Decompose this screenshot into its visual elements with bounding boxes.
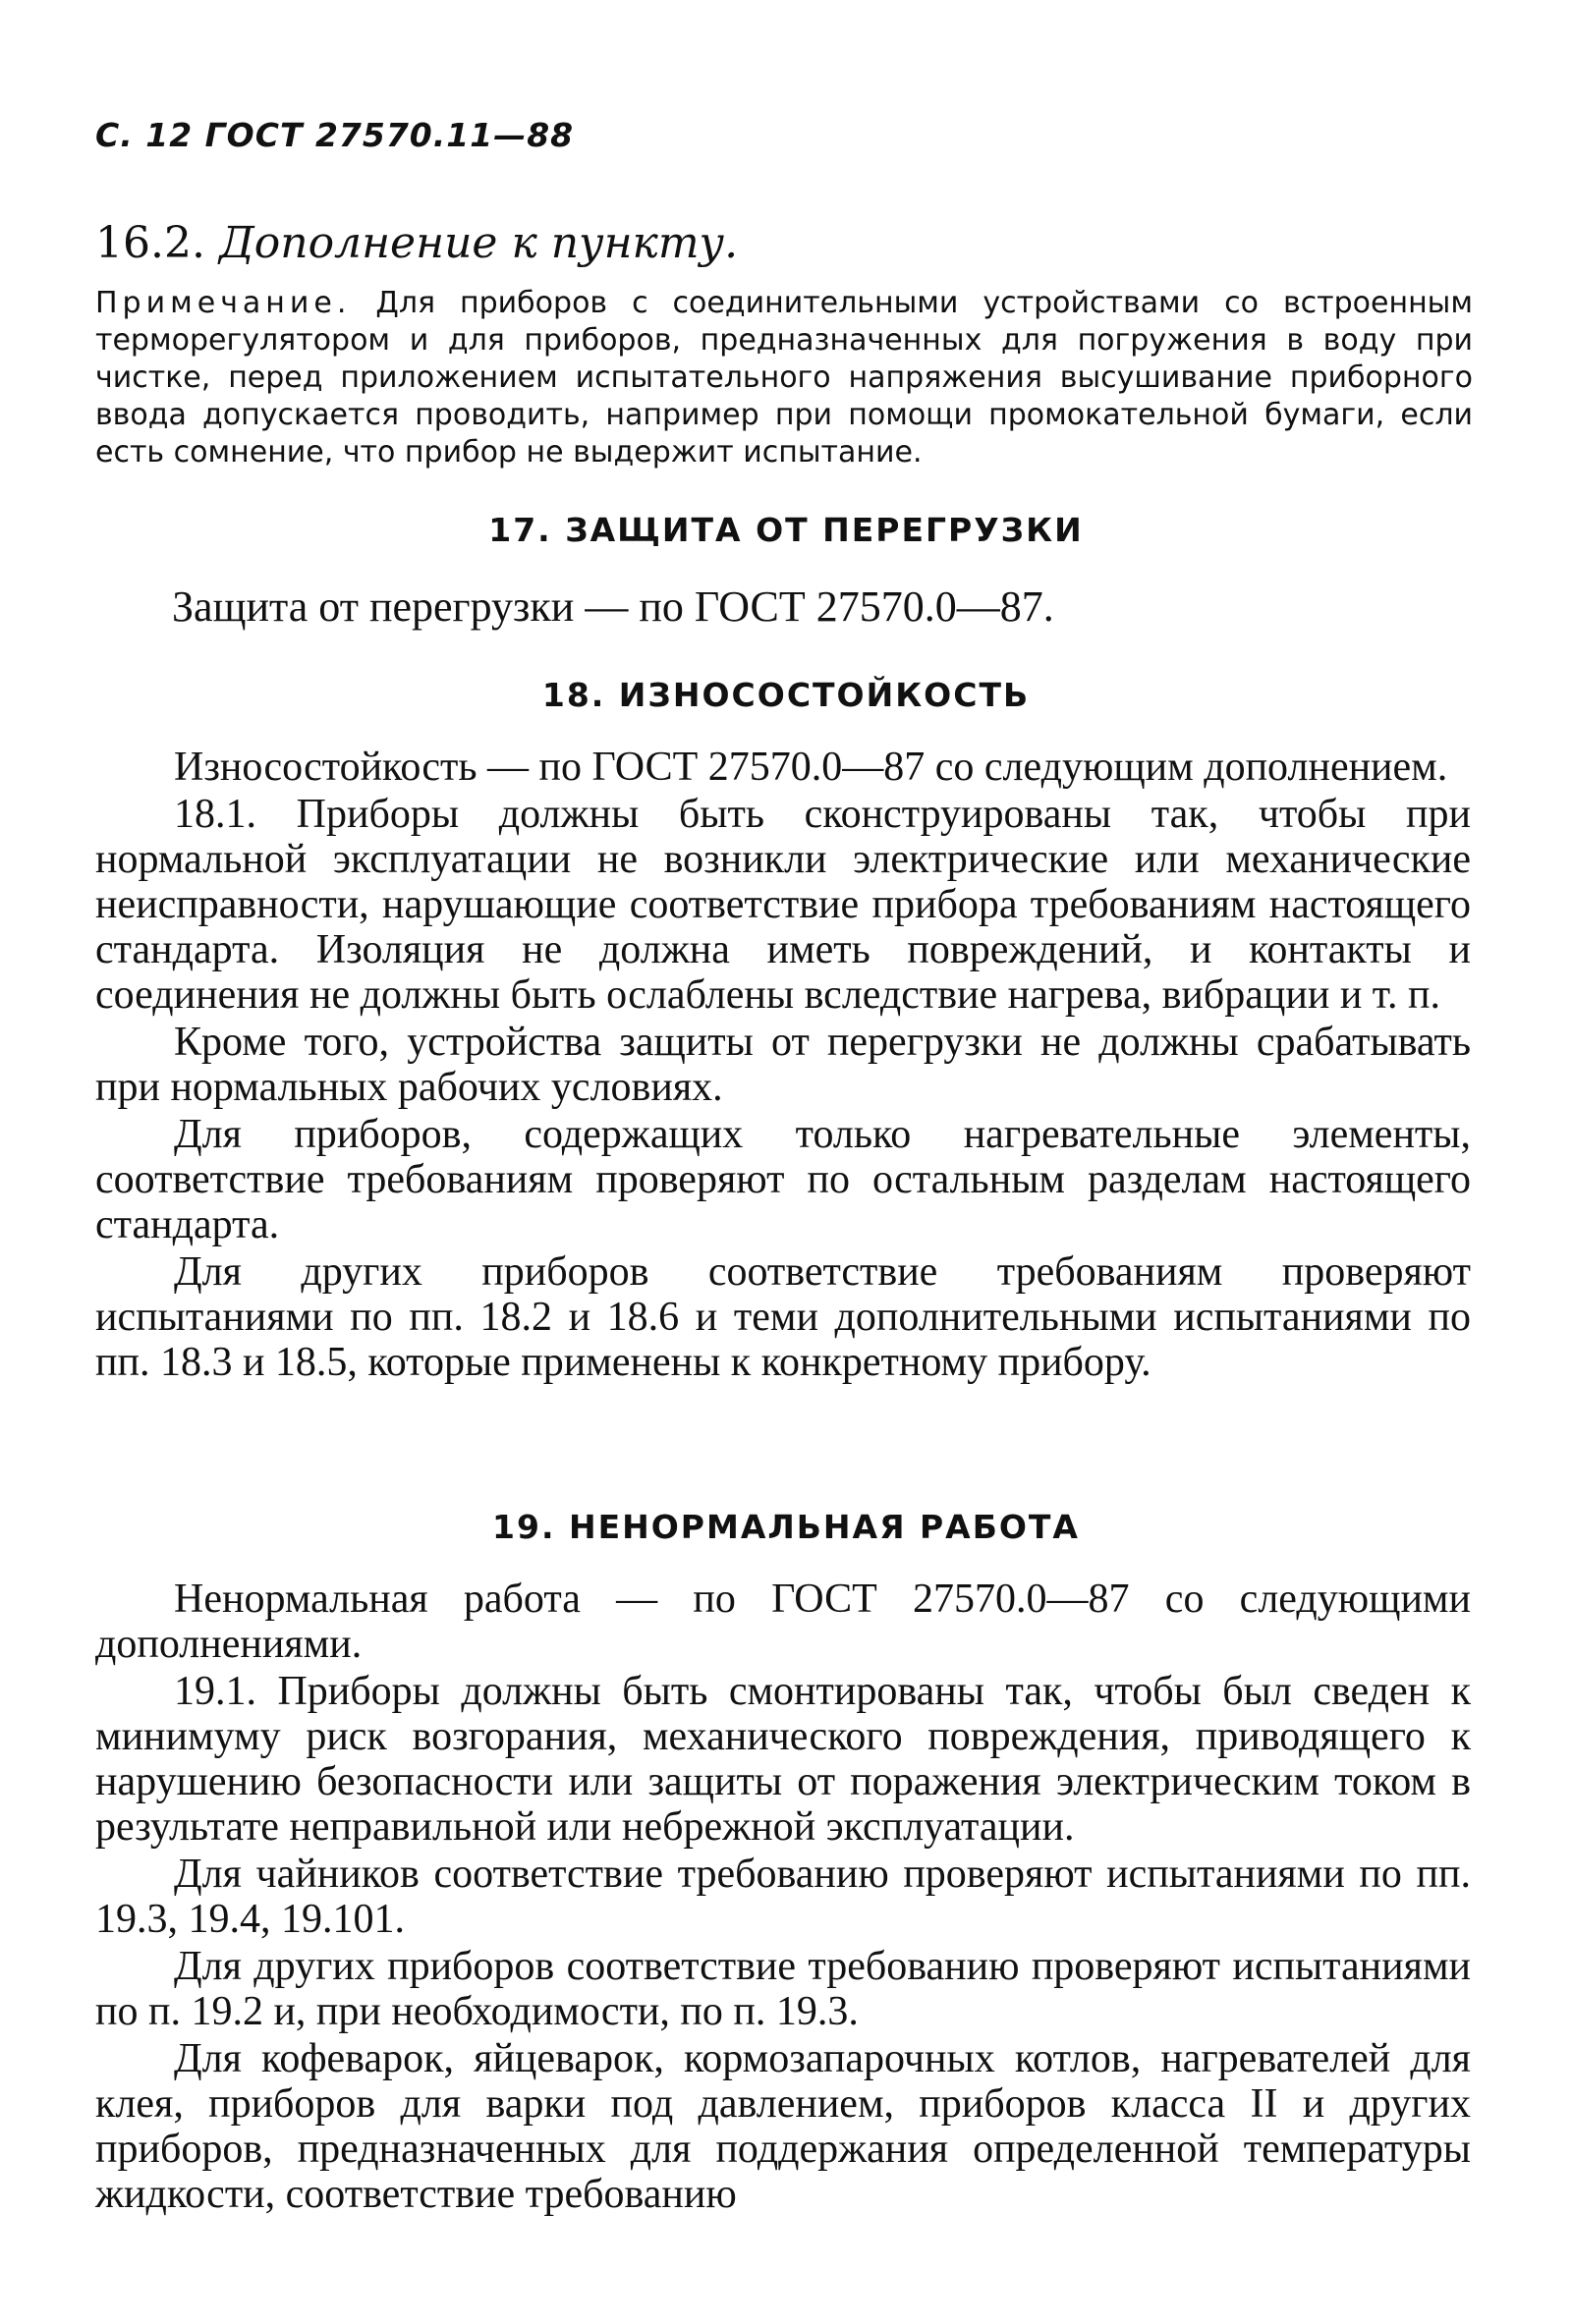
note-16-2 <box>95 285 1473 471</box>
clause-number: 16.2. <box>95 218 205 268</box>
section-18-title: 18. ИЗНОСОСТОЙКОСТЬ <box>541 676 1031 714</box>
section-18-intro: Износостойкость — по ГОСТ 27570.0—87 со следующим дополнением. <box>174 745 1448 790</box>
clause-18-1: 18.1. Приборы должны быть сконструированы так, чтобы при нормальной эксплуатации не возникли электрические или механические неисправности, нарушающие соответствие прибора требованиям настоящего стандарта. Изоляция не должна иметь повреждений, и контакты и соединения не должны быть ослаблены вследствие нагрева, вибрации и т. п. <box>95 792 1471 1018</box>
paragraph: Для кофеварок, яйцеварок, кормозапарочных котлов, нагревателей для клея, приборов для варки под давлением, приборов класса II и других приборов, предназначенных для поддержания определенной температуры жидкости, соответствие требованию <box>95 2036 1471 2217</box>
paragraph: Для других приборов соответствие требованию проверяют испытаниями по п. 19.2 и, при необходимости, по п. 19.3. <box>95 1944 1471 2034</box>
paragraph: Для приборов, содержащих только нагревательные элементы, соответствие требованиям проверяют по остальным разделам настоящего стандарта. <box>95 1112 1471 1247</box>
paragraph: Для чайников соответствие требованию проверяют испытаниями по пп. 19.3, 19.4, 19.101. <box>95 1852 1471 1942</box>
clause-16-2-heading <box>95 218 1471 268</box>
note-label: Примечание. <box>95 286 352 320</box>
paragraph: Для других приборов соответствие требованиям проверяют испытаниями по пп. 18.2 и 18.6 и теми дополнительными испытаниями по пп. 18.3 и 18.5, которые применены к конкретному прибору. <box>95 1249 1471 1385</box>
paragraph: Кроме того, устройства защиты от перегрузки не должны срабатывать при нормальных рабочих условиях. <box>95 1020 1471 1110</box>
clause-title: Дополнение к пункту. <box>218 218 739 268</box>
section-19-intro: Ненормальная работа — по ГОСТ 27570.0—87 со следующими дополнениями. <box>95 1577 1471 1667</box>
page-header: С. 12 ГОСТ 27570.11—88 <box>95 116 575 154</box>
section-19-title: 19. НЕНОРМАЛЬНАЯ РАБОТА <box>492 1508 1080 1546</box>
section-17-text: Защита от перегрузки — по ГОСТ 27570.0—87. <box>172 582 1054 631</box>
note-text: Для приборов с соединительными устройствами со встроенным терморегулятором и для приборов, предназначенных для погружения в воду при чистке, перед приложением испытательного напряжения высушивание приборного ввода допускается проводить, например при помощи промокательной бумаги, если есть сомнение, что прибор не выдержит испытание. <box>95 286 1474 470</box>
section-17-title: 17. ЗАЩИТА ОТ ПЕРЕГРУЗКИ <box>488 511 1084 549</box>
clause-19-1: 19.1. Приборы должны быть смонтированы так, чтобы был сведен к минимуму риск возгорания, механического повреждения, приводящего к нарушению безопасности или защиты от поражения электрическим током в результате неправильной или небрежной эксплуатации. <box>95 1669 1471 1850</box>
section-18-body <box>95 745 1471 1385</box>
section-19-body <box>95 1577 1471 2217</box>
